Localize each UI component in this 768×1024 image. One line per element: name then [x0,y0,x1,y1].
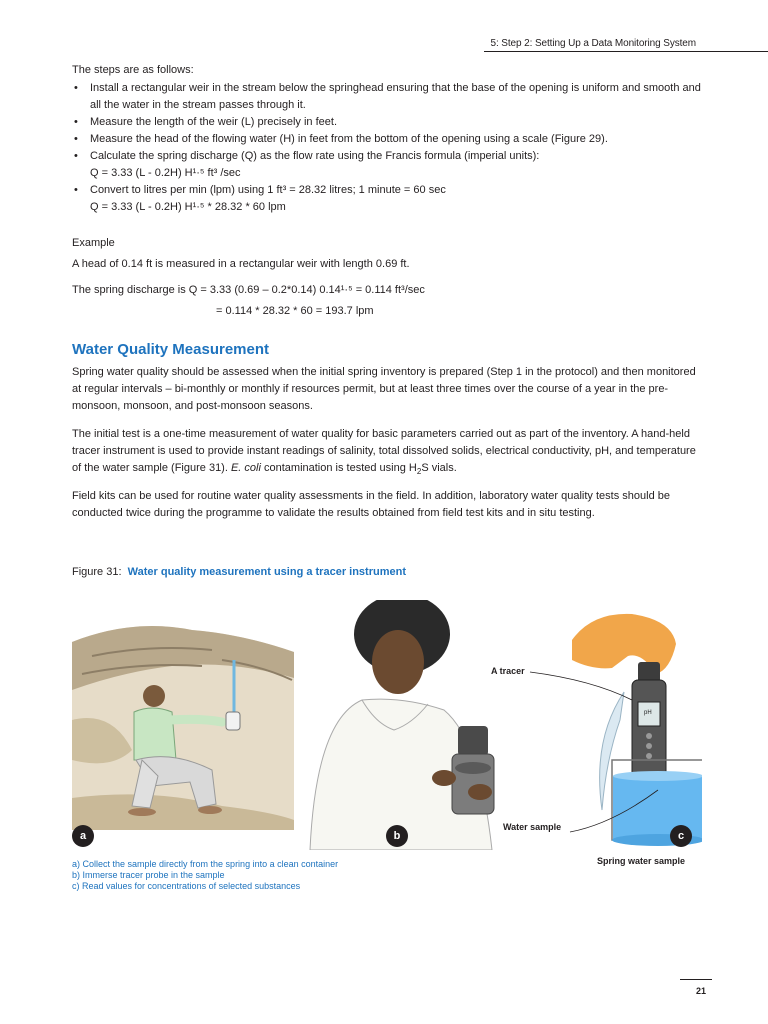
paragraph [72,426,702,480]
panel-badge-a: a [72,825,94,847]
panel-badge-b: b [386,825,408,847]
header-rule [484,51,768,52]
figure-title-text: Water quality measurement using a tracer instrument [127,566,406,578]
paragraph: Field kits can be used for routine water quality assessments in the field. In addition, laboratory water quality tests should be conducted twice during the programme to validate the results obtained from field test kits and in situ testing. [72,490,670,519]
page-number: 21 [696,986,707,996]
list-item [72,114,712,131]
subscript: 2 [416,467,422,477]
example-line: A head of 0.14 ft is measured in a rectangular weir with length 0.69 ft. [72,258,410,270]
paragraph-text: contamination is tested using H [260,462,417,474]
paragraph-text: S vials. [421,462,457,474]
formula: Q = 3.33 (L - 0.2H) H¹·⁵ * 28.32 * 60 lpm [90,201,286,213]
caption-line: b) Immerse tracer probe in the sample [72,870,225,880]
step-text: Install a rectangular weir in the stream below the springhead ensuring that the base of the opening is uniform and smooth and all the water in the stream passes through it. [90,82,701,111]
list-item [72,131,712,148]
water-sample-label: Water sample [503,822,562,832]
meter-label: pH [644,710,652,716]
bullet-icon: • [74,133,78,145]
step-text: Measure the length of the weir (L) precisely in feet. [90,116,338,128]
section-heading: Water Quality Measurement [72,341,269,358]
figure-captions [72,859,338,892]
formula: Q = 3.33 (L - 0.2H) H¹·⁵ ft³ /sec [90,167,241,179]
step-text: Convert to litres per min (lpm) using 1 ft³ = 28.32 litres; 1 minute = 60 sec [90,184,446,196]
list-item [72,148,712,182]
spring-sample-label: Spring water sample [597,856,686,866]
step-text: Measure the head of the flowing water (H) in feet from the bottom of the opening using a scale (Figure 29). [90,133,608,145]
panel-c-illustration [530,614,702,846]
step-text: Calculate the spring discharge (Q) as the flow rate using the Francis formula (imperial units): [90,150,540,162]
bullet-icon: • [74,184,78,196]
example-line: The spring discharge is Q = 3.33 (0.69 – 0.2*0.14) 0.14¹·⁵ = 0.114 ft³/sec [72,284,425,296]
bullet-icon: • [74,82,78,94]
steps-list [72,80,712,216]
list-item [72,80,712,114]
panel-badge-c: c [670,825,692,847]
bullet-icon: • [74,116,78,128]
caption-line: a) Collect the sample directly from the spring into a clean container [72,859,339,869]
figure-number: Figure 31: [72,566,122,578]
tracer-label: A tracer [491,666,525,676]
steps-intro: The steps are as follows: [72,64,194,76]
panel-b-illustration [310,600,494,850]
footer-rule [680,979,712,980]
paragraph: Spring water quality should be assessed when the initial spring inventory is prepared (Step 1 in the protocol) and then monitored at regular intervals – bi-monthly or monthly if resources permit, but at least three times over the course of a year in the pre-monsoon, monsoon, and post-monsoon seasons. [72,366,696,412]
paragraph-text: The initial test is a one-time measurement of water quality for basic parameters carried out as part of the inventory. A hand-held tracer instrument is used to provide instant readings of salinity, total dissolved solids, electrical conductivity, pH, and temperature of the water sample (Figure 31). [72,428,696,474]
figure-title [72,566,406,578]
caption-line: c) Read values for concentrations of selected substances [72,881,301,891]
example-line: = 0.114 * 28.32 * 60 = 193.7 lpm [216,305,374,317]
panel-a-illustration [72,626,294,830]
list-item [72,182,712,216]
species-name: E. coli [230,462,261,474]
example-label: Example [72,237,115,249]
bullet-icon: • [74,150,78,162]
running-header: 5: Step 2: Setting Up a Data Monitoring System [490,38,696,49]
figure-illustration [72,600,702,850]
